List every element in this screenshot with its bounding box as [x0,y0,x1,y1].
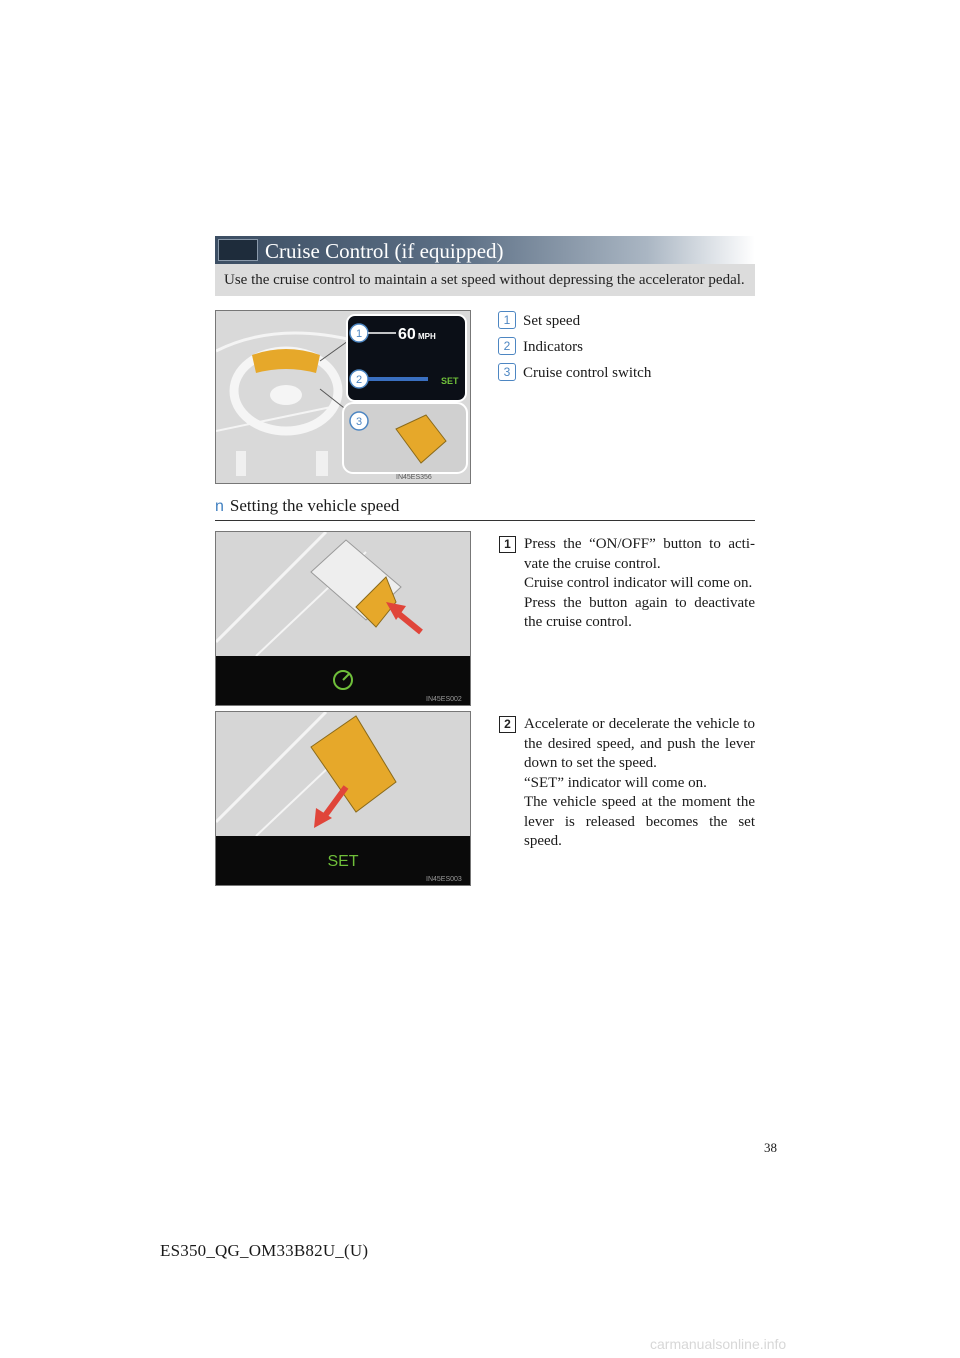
speed-readout: 60 [398,326,416,343]
step-2-paragraph: Accelerate or decelerate the vehicle to the desired speed, and push the lever down to set the speed. [524,716,755,771]
callout-mark-1: 1 [355,328,363,340]
step-1-image-code: IN45ES002 [426,696,462,703]
section-intro-box [215,264,755,296]
step-1-paragraph: Press the “ON/OFF” button to acti-vate the cruise control. [524,536,755,572]
subheading-setting-vehicle-speed [215,496,755,521]
section-icon [218,239,258,261]
step-2-image-code: IN45ES003 [426,876,462,883]
callout-label: Indicators [523,339,583,355]
speed-unit: MPH [418,332,436,341]
callout-number: 1 [498,311,516,329]
watermark: carmanualsonline.info [650,1336,787,1352]
step-2-figure [215,711,471,886]
subheading-text: Setting the vehicle speed [229,496,400,515]
step-2-set-indicator: SET [327,853,359,870]
step-2-text [524,715,755,852]
callout-number: 2 [498,337,516,355]
step-2-paragraph: The vehicle speed at the moment the lever is released becomes the set speed. [524,794,755,849]
document-code: ES350_QG_OM33B82U_(U) [160,1241,369,1260]
callout-indicators [498,337,583,357]
callout-label: Cruise control switch [523,365,652,381]
step-2-paragraph: “SET” indicator will come on. [524,774,707,791]
callout-label: Set speed [523,313,581,329]
step-1-text [524,535,755,633]
overview-image-code: IN45ES356 [396,474,432,481]
page-number: 38 [764,1140,777,1155]
cruise-control-overview-figure [215,310,471,484]
callout-mark-3: 3 [355,416,363,428]
section-intro: Use the cruise control to maintain a set speed without depressing the accelerator pedal. [224,272,745,288]
callout-set-speed [498,311,580,331]
callout-cruise-control-switch [498,363,651,383]
step-1-paragraph: Cruise control indicator will come on. [524,575,753,591]
section-title: Cruise Control (if equipped) [265,239,504,263]
step-1-badge: 1 [499,536,516,553]
subheading-bullet: n [215,498,224,515]
callout-number: 3 [498,363,516,381]
step-1-figure [215,531,471,706]
callout-mark-2: 2 [355,374,363,386]
overview-set-indicator: SET [441,376,459,386]
step-2-badge: 2 [499,716,516,733]
step-1-paragraph: Press the button again to deactivate the cruise control. [524,594,755,630]
